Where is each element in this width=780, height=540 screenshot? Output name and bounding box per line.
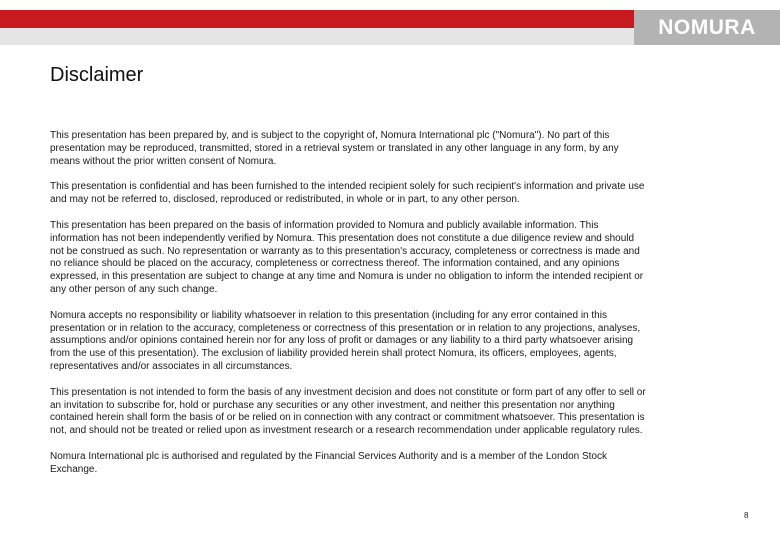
paragraph-copyright: This presentation has been prepared by, and is subject to the copyright of, Nomura International plc ("Nomura"). No part of this presentation may be reproduced, transmitted, stored in a retrieval system or translated in any other language in any form, by any means without the prior written consent of Nomura.: [50, 130, 619, 167]
logo-text: NOMURA: [658, 15, 756, 39]
page-number: 8: [744, 511, 749, 520]
header-grey-band: [0, 28, 634, 45]
header-red-band: [0, 10, 634, 28]
paragraph-liability: Nomura accepts no responsibility or liability whatsoever in relation to this presentation (including for any error contained in this presentation or in relation to the accuracy, completeness or correctness of this presentation or in relation to any projections, analyses, assumptions and/or opinions contained herein nor for any loss of profit or damages or any liability to a third party whatsoever arising from the use of this presentation). The exclusion of liability provided herein shall protect Nomura, its officers, employees, agents, representatives and/or associates in all circumstances.: [50, 309, 641, 372]
paragraph-regulation: Nomura International plc is authorised and regulated by the Financial Services Authority and is a member of the London Stock Exchange.: [50, 450, 607, 475]
nomura-logo: [634, 10, 780, 45]
page-title: Disclaimer: [50, 64, 144, 86]
paragraph-information-basis: This presentation has been prepared on the basis of information provided to Nomura and publicly available information. This information has not been independently verified by Nomura. This presentation does not constitute a due diligence review and should not be construed as such. No representation or warranty as to this presentation's accuracy, completeness or correctness is made and no reliance should be placed on the accuracy, completeness or correctness thereof. The information contained, and any opinions expressed, in this presentation are subject to change at any time and Nomura is under no obligation to inform the intended recipient or any other person of any such change.: [50, 219, 644, 295]
paragraph-investment: This presentation is not intended to form the basis of any investment decision and does not constitute or form part of any offer to sell or an invitation to subscribe for, hold or purchase any securities or any other investment, and neither this presentation nor anything contained herein shall form the basis of or be relied on in connection with any contract or commitment whatsoever. This presentation is not, and should not be treated or relied upon as investment research or a research recommendation under applicable regulatory rules.: [50, 386, 646, 437]
disclaimer-body: [50, 130, 650, 490]
paragraph-confidentiality: This presentation is confidential and has been furnished to the intended recipient solely for such recipient's information and private use and may not be referred to, disclosed, reproduced or redistributed, in whole or in part, to any other person.: [50, 181, 645, 206]
